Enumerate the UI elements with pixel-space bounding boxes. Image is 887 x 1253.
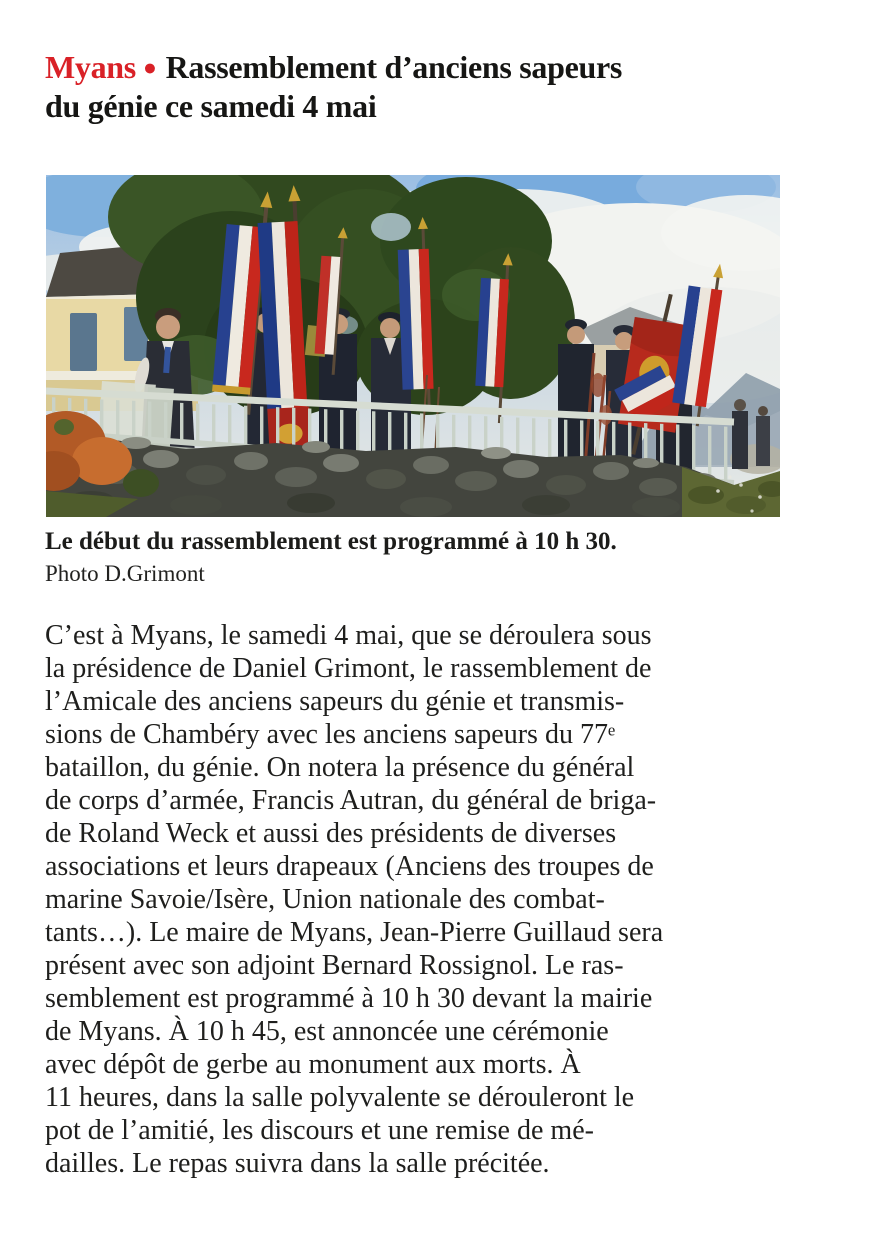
photo-caption-block xyxy=(0,527,887,588)
article-line: l’Amicale des anciens sapeurs du génie et transmis- xyxy=(45,686,625,717)
article-line: présent avec son adjoint Bernard Rossignol. Le ras- xyxy=(45,950,624,981)
bullet-separator-icon: ● xyxy=(142,55,157,80)
article-line: marine Savoie/Isère, Union nationale des combat- xyxy=(45,884,605,915)
article-line: associations et leurs drapeaux (Anciens des troupes de xyxy=(45,851,654,882)
headline-line-1 xyxy=(45,48,887,87)
headline-kicker: Myans xyxy=(45,49,136,85)
article-line: la présidence de Daniel Grimont, le rassemblement de xyxy=(45,653,652,684)
article-body xyxy=(45,619,887,1180)
article-line: de corps d’armée, Francis Autran, du général de briga- xyxy=(45,785,657,816)
article-line: semblement est programmé à 10 h 30 devant la mairie xyxy=(45,983,653,1014)
article-figure xyxy=(0,175,887,588)
article-photo[interactable] xyxy=(46,175,780,517)
page-title xyxy=(45,48,887,126)
photo-illustration xyxy=(46,175,780,517)
article-line: 11 heures, dans la salle polyvalente se dérouleront le xyxy=(45,1082,635,1113)
article-page xyxy=(0,48,887,1253)
photo-caption: Le début du rassemblement est programmé à 10 h 30. xyxy=(45,528,617,555)
headline-text: Rassemblement d’anciens sapeurs xyxy=(165,49,623,85)
photo-credit: Photo D.Grimont xyxy=(45,561,205,586)
article-line: sions de Chambéry avec les anciens sapeurs du 77ᵉ xyxy=(45,719,616,750)
article-line: C’est à Myans, le samedi 4 mai, que se déroulera sous xyxy=(45,620,652,651)
article-line: bataillon, du génie. On notera la présence du général xyxy=(45,752,635,783)
article-line: avec dépôt de gerbe au monument aux morts. À xyxy=(45,1049,581,1080)
article-line: de Roland Weck et aussi des présidents de diverses xyxy=(45,818,617,849)
article-line: dailles. Le repas suivra dans la salle précitée. xyxy=(45,1148,550,1179)
article-line: pot de l’amitié, les discours et une remise de mé- xyxy=(45,1115,594,1146)
headline-line-2: du génie ce samedi 4 mai xyxy=(45,88,377,124)
article-line: de Myans. À 10 h 45, est annoncée une cérémonie xyxy=(45,1016,609,1047)
article-line: tants…). Le maire de Myans, Jean-Pierre Guillaud sera xyxy=(45,917,664,948)
